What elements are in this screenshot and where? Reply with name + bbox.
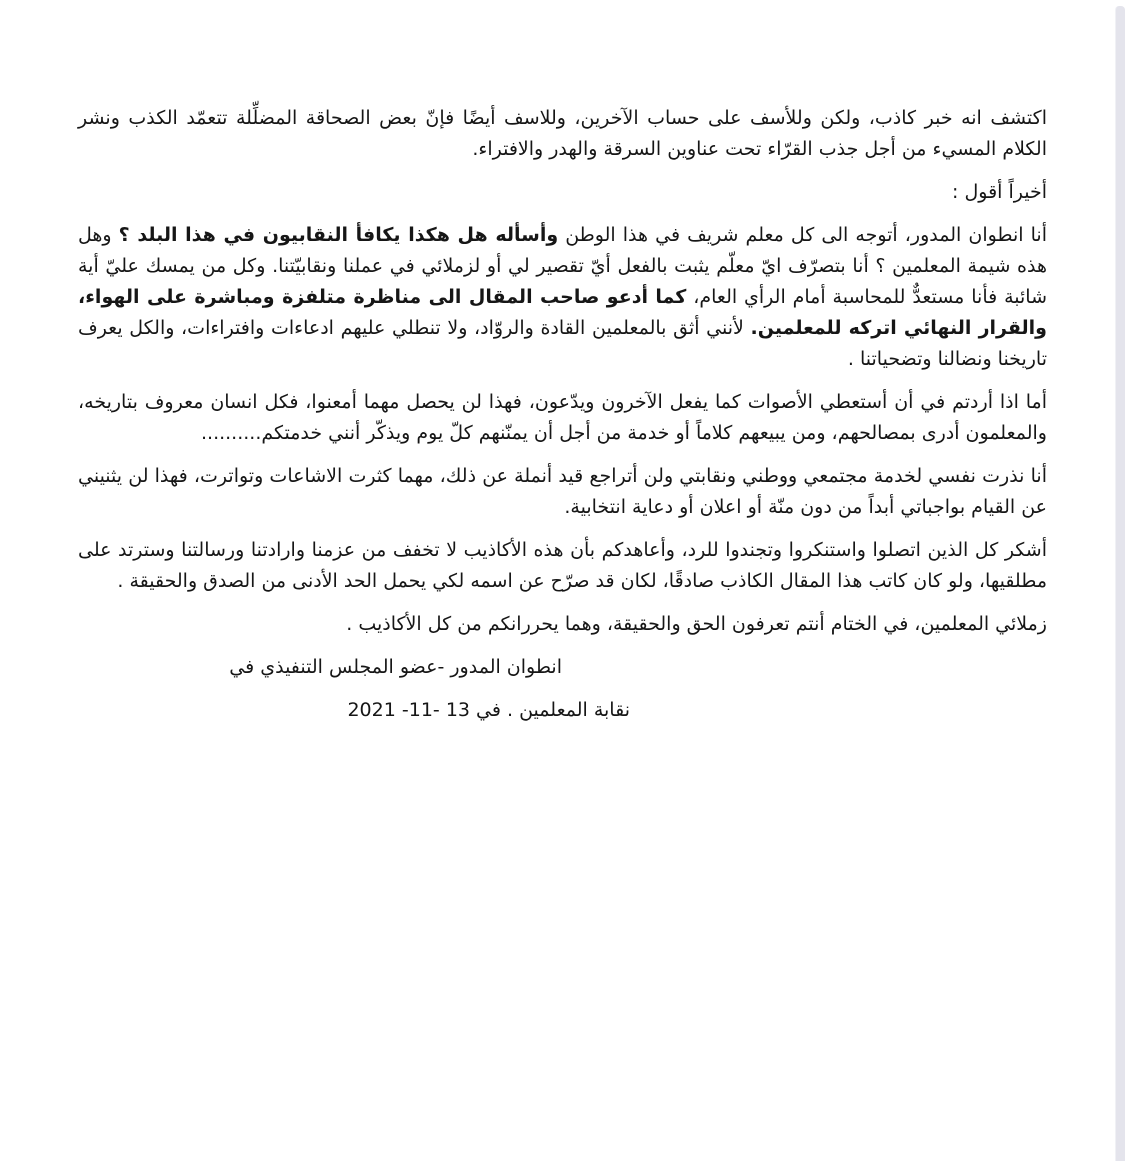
signature-line: [78, 652, 562, 683]
text-run: وهل هذه شيمة المعلمين ؟ أنا بتصرّف ايّ معلّم يثبت بالفعل أيّ تقصير لي أو لزملائي في عملنا ونقابيّتنا. وكل من يمسك عليّ أية شائبة فأنا مستعدٌّ للمحاسبة أمام الرأي العام،: [78, 224, 1047, 308]
text-run: انطوان المدور -عضو المجلس التنفيذي في: [229, 656, 562, 678]
text-run: نقابة المعلمين . في 13 -11- 2021: [347, 699, 630, 721]
scrollbar-track[interactable]: [1115, 6, 1125, 1161]
bold-run: كما أدعو صاحب المقال الى مناظرة متلفزة ومباشرة على الهواء، والقرار النهائي اتركه للمعلمين.: [78, 286, 1047, 339]
para-finally-i-say: [78, 177, 1047, 208]
bold-run: وأسأله هل هكذا يكافأ النقابيون في هذا البلد ؟: [118, 224, 559, 246]
text-run: زملائي المعلمين، في الختام أنتم تعرفون الحق والحقيقة، وهما يحررانكم من كل الأكاذيب .: [346, 613, 1047, 635]
text-run: أنا نذرت نفسي لخدمة مجتمعي ووطني ونقابتي ولن أتراجع قيد أنملة عن ذلك، مهما كثرت الاشاعات وتواترت، فهذا لن يثنيني عن القيام بواجباتي أبداً من دون منّة أو اعلان أو دعاية انتخابية.: [78, 465, 1047, 518]
para-votes: [78, 387, 1047, 449]
text-run: أما اذا أردتم في أن أستعطي الأصوات كما يفعل الآخرون ويدّعون، فهذا لن يحصل مهما أمعنوا، فكل انسان معروف بتاريخه، والمعلمون أدرى بمصالحهم، ومن يبيعهم كلاماً أو خدمة من أجل أن يمنّنهم كلّ يوم ويذكّر أنني خدمتكم..........: [78, 391, 1047, 444]
text-run: لأنني أثق بالمعلمين القادة والروّاد، ولا تنطلي عليهم ادعاءات وافتراءات، والكل يعرف تاريخنا ونضالنا وتضحياتنا .: [78, 317, 1047, 370]
para-vow: [78, 461, 1047, 523]
date-line: [78, 695, 630, 726]
para-challenge: [78, 220, 1047, 375]
para-thanks: [78, 535, 1047, 597]
text-run: أخيراً أقول :: [952, 181, 1047, 203]
text-run: اكتشف انه خبر كاذب، ولكن وللأسف على حساب الآخرين، وللاسف أيضًا فإنّ بعض الصحاقة المضلِّلة تتعمّد الكذب ونشر الكلام المسيء من أجل جذب القرّاء تحت عناوين السرقة والهدر والافتراء.: [78, 107, 1047, 160]
para-closing: [78, 609, 1047, 640]
text-run: أشكر كل الذين اتصلوا واستنكروا وتجندوا للرد، وأعاهدكم بأن هذه الأكاذيب لا تخفف من عزمنا وارادتنا ورسالتنا وسترتد على مطلقيها، ولو كان كاتب هذا المقال الكاذب صادقًا، لكان قد صرّح عن اسمه لكي يحمل الحد الأدنى من الصدق والحقيقة .: [78, 539, 1047, 592]
para-press-lies: [78, 103, 1047, 165]
text-run: أنا انطوان المدور، أتوجه الى كل معلم شريف في هذا الوطن: [558, 224, 1048, 246]
